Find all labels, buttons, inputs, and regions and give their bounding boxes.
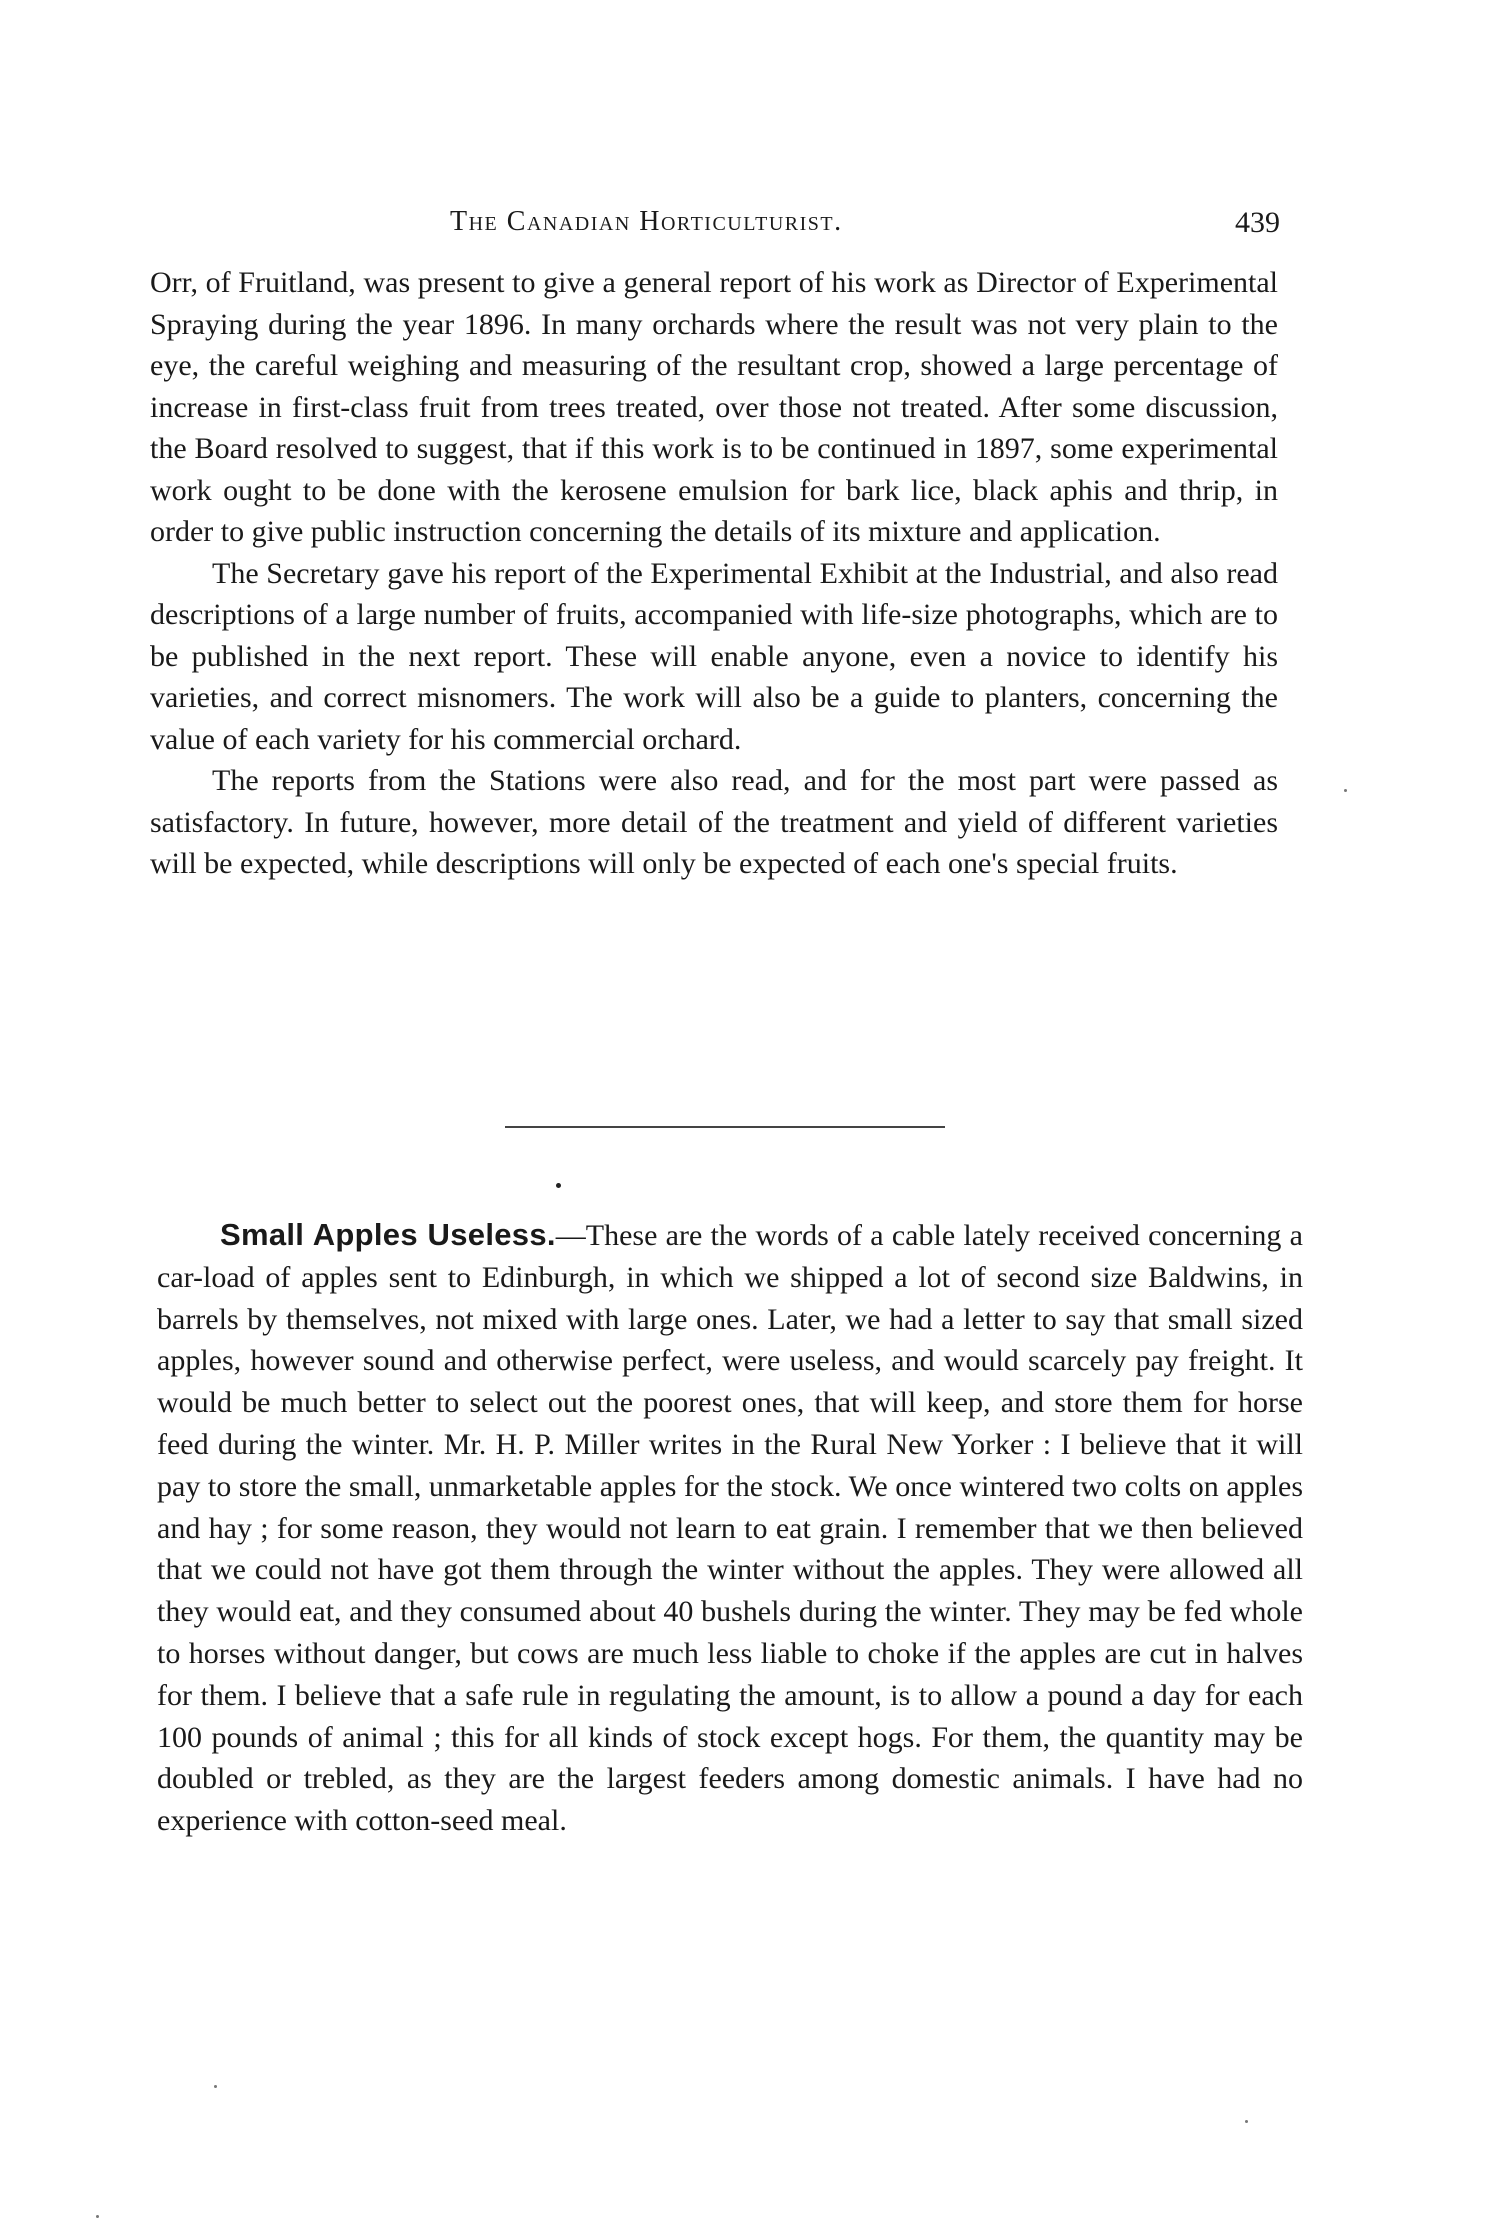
paragraph-stations-report: The reports from the Stations were also read, and for the most part were passed as satisfactory. In future, however, more detail of the treatment and yield of different varieties will be expected, while descriptions will only be expected of each one's special fruits. (150, 764, 1278, 880)
scan-speck (1344, 789, 1347, 792)
scan-speck (96, 2215, 99, 2218)
report-text (150, 262, 1278, 885)
article-body: —These are the words of a cable lately received concerning a car-load of apples sent to Edinburgh, in which we shipped a lot of second size Baldwins, in barrels by themselves, not mixed with large ones. Later, we had a letter to say that small sized apples, however sound and otherwise perfect, were useless, and would scarcely pay freight. It would be much better to select out the poorest ones, that will keep, and store them for horse feed during the winter. Mr. H. P. Miller writes in the Rural New Yorker : I believe that it will pay to store the small, unmarketable apples for the stock. We once wintered two colts on apples and hay ; for some reason, they would not learn to eat grain. I remember that we then believed that we could not have got them through the winter without the apples. They were allowed all they would eat, and they consumed about 40 bushels during the winter. They may be fed whole to horses without danger, but cows are much less liable to choke if the apples are cut in halves for them. I believe that a safe rule in regulating the amount, is to allow a pound a day for each 100 pounds of animal ; this for all kinds of stock except hogs. For them, the quantity may be doubled or trebled, as they are the largest feeders among domestic animals. I have had no experience with cotton-seed meal. (157, 1219, 1303, 1838)
scan-speck (214, 2085, 217, 2088)
paragraph-spraying-report: Orr, of Fruitland, was present to give a general report of his work as Director of Experimental Spraying during the year 1896. In many orchards where the result was not very plain to the eye, the careful weighing and measuring of the resultant crop, showed a large percentage of increase in first-class fruit from trees treated, over those not treated. After some discussion, the Board resolved to suggest, that if this work is to be continued in 1897, some experimental work ought to be done with the kerosene emulsion for bark lice, black aphis and thrip, in order to give public instruction concerning the details of its mixture and application. (150, 266, 1278, 548)
paragraph-secretary-report: The Secretary gave his report of the Experimental Exhibit at the Industrial, and also read descriptions of a large number of fruits, accompanied with life-size photographs, which are to be published in the next report. These will enable anyone, even a novice to identify his varieties, and correct misnomers. The work will also be a guide to planters, concerning the value of each variety for his commercial orchard. (150, 556, 1278, 756)
article-paragraph (157, 1214, 1303, 1842)
running-header (150, 206, 1280, 246)
section-divider (505, 1126, 945, 1128)
scan-speck (1245, 2120, 1248, 2123)
divider-dot (556, 1183, 561, 1188)
small-apples-article (157, 1214, 1303, 1842)
article-headline: Small Apples Useless. (220, 1217, 556, 1252)
running-title: The Canadian Horticulturist. (450, 206, 843, 237)
page-number: 439 (1235, 206, 1280, 239)
